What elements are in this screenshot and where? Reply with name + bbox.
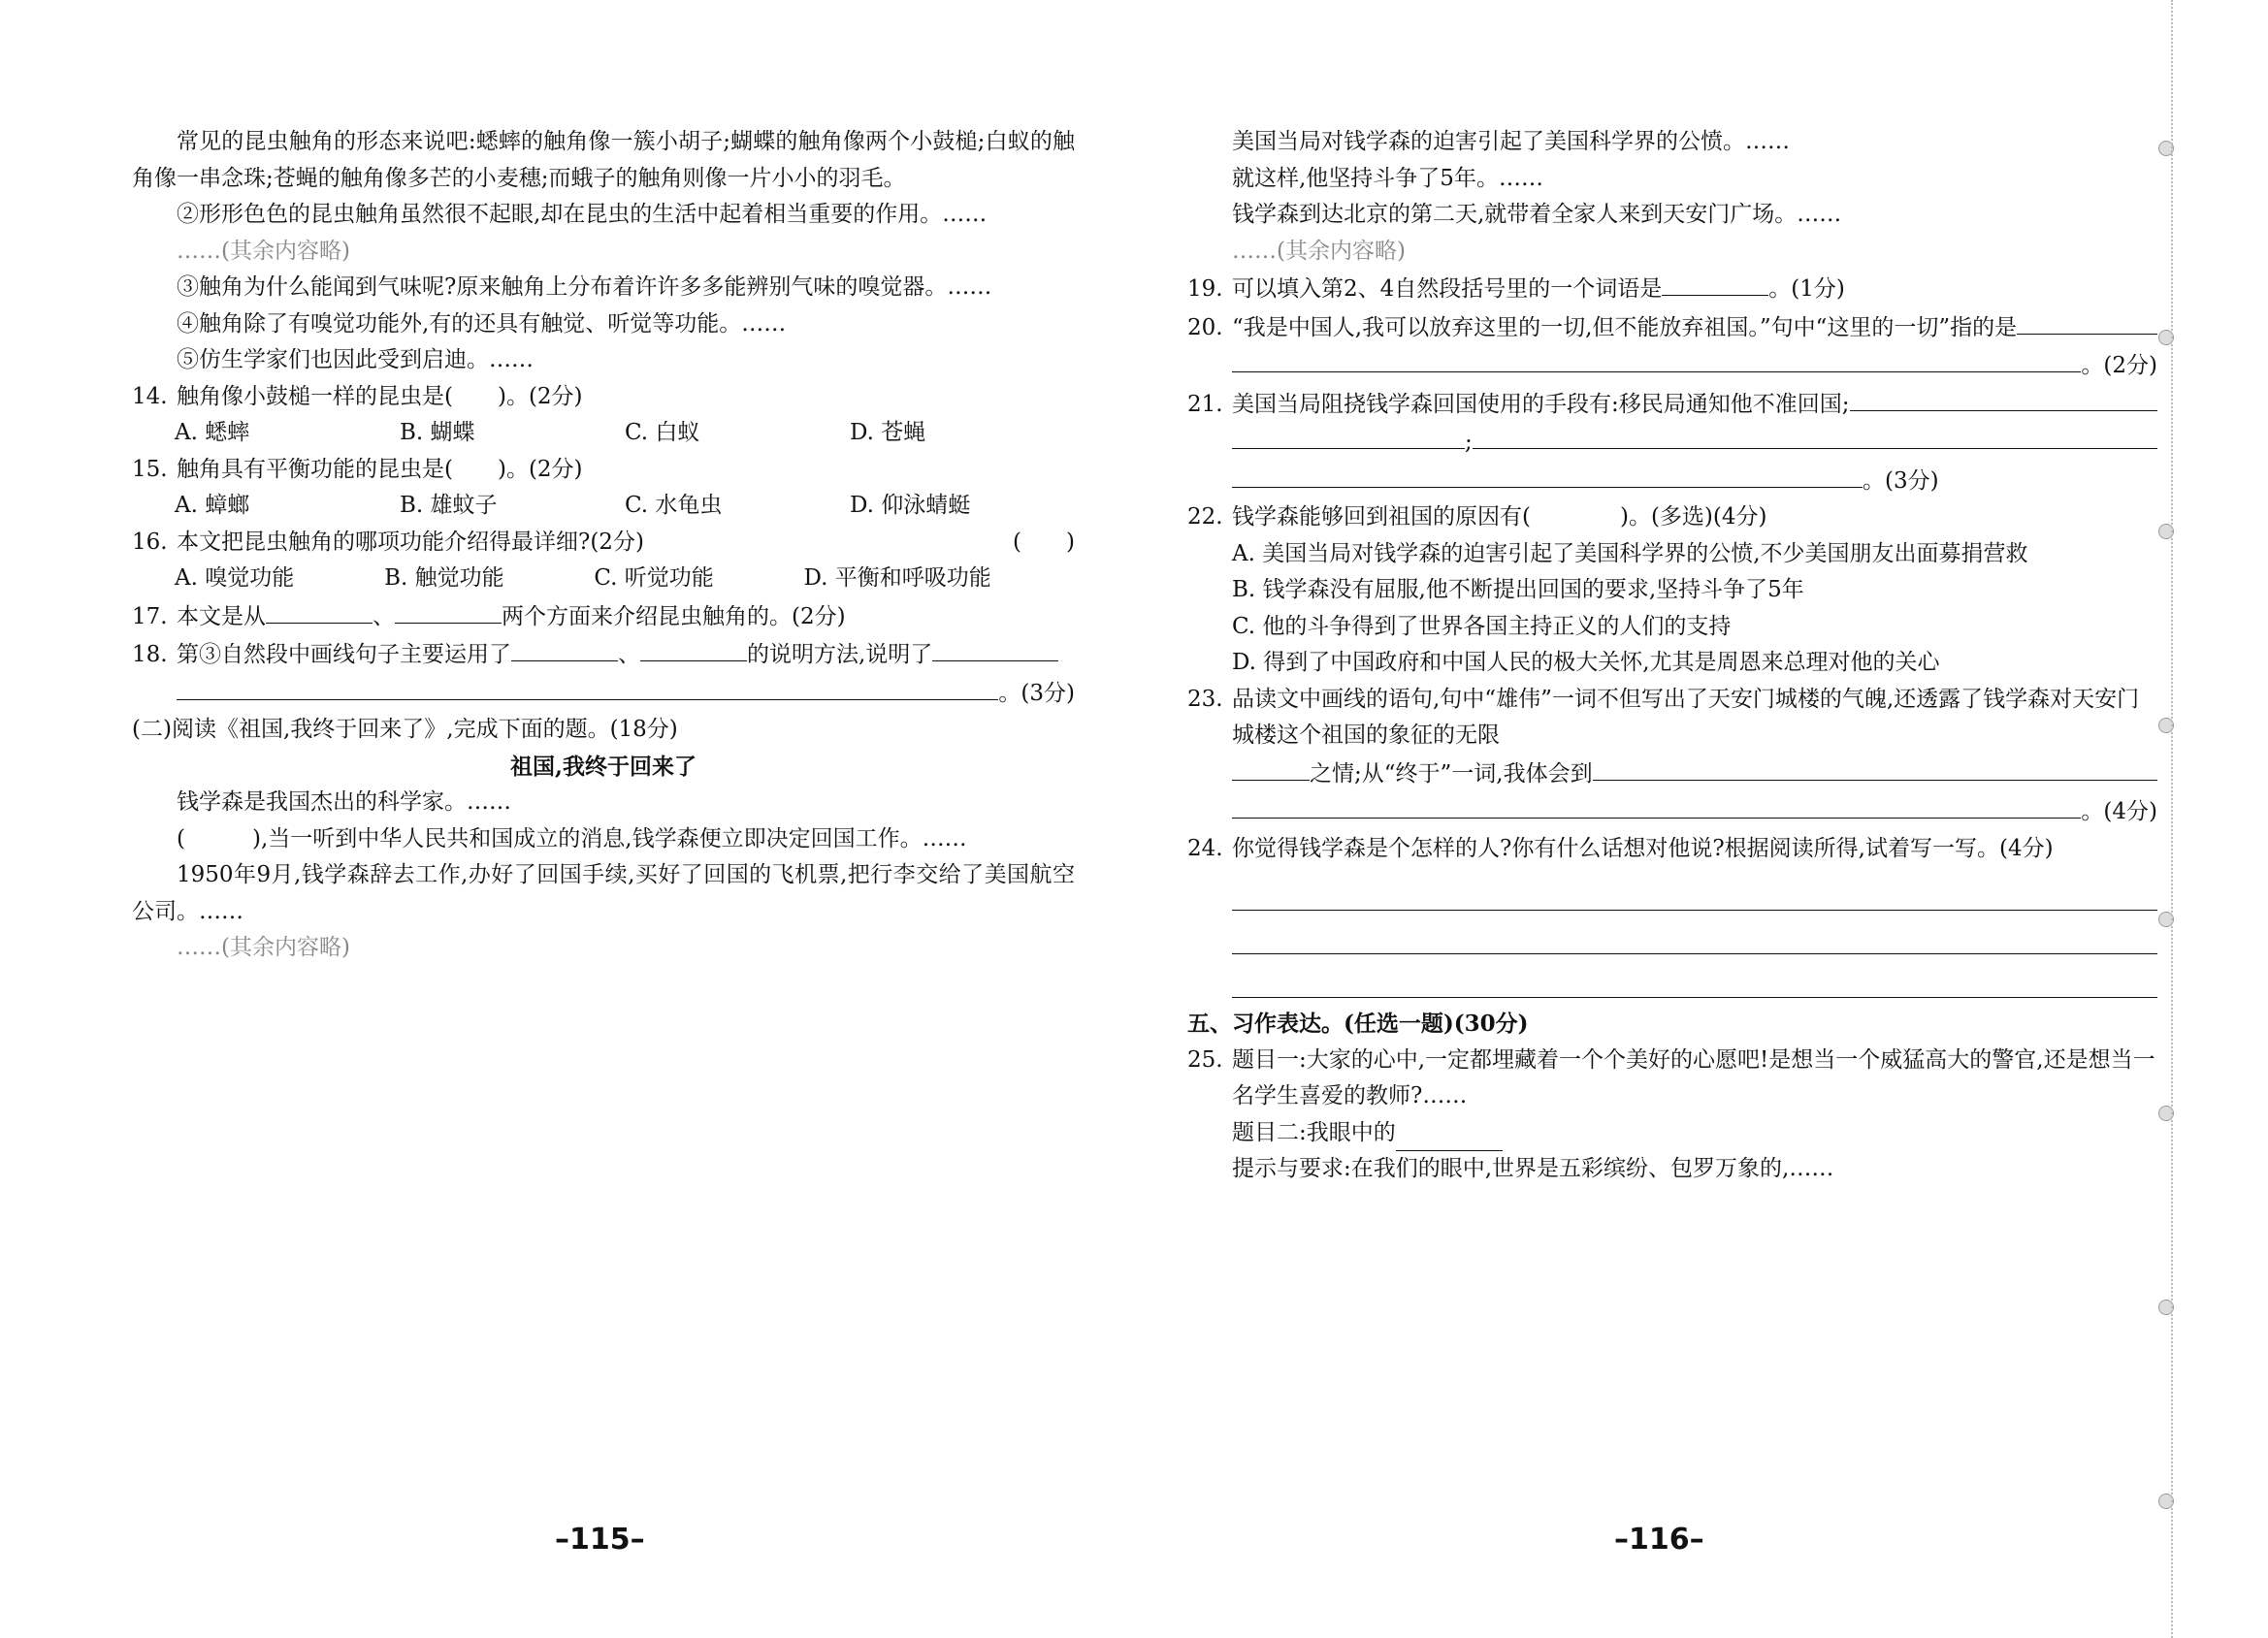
paragraph-2: ②形形色色的昆虫触角虽然很不起眼,却在昆虫的生活中起着相当重要的作用。…… <box>177 202 988 227</box>
paragraph-f: 钱学森到达北京的第二天,就带着全家人来到天安门广场。…… <box>1232 202 1842 227</box>
paragraph-c: 1950年9月,钱学森辞去工作,办好了回国手续,买好了回国的飞机票,把行李交给了美国航空公司。…… <box>132 862 1075 924</box>
paragraph-e: 就这样,他坚持斗争了5年。…… <box>1232 165 1543 191</box>
omitted-note: ……(其余内容略) <box>1232 238 1406 264</box>
question-23 <box>1187 682 2157 755</box>
writing-requirements: 提示与要求:在我们的眼中,世界是五彩缤纷、包罗万象的,…… <box>1232 1156 1834 1181</box>
paragraph-b: ( ),当一听到中华人民共和国成立的消息,钱学森便立即决定回国工作。…… <box>177 825 967 851</box>
paragraph-4: ④触角除了有嗅觉功能外,有的还具有触觉、听觉等功能。…… <box>177 310 787 337</box>
answer-line[interactable] <box>1473 423 2157 449</box>
separator: ; <box>1465 430 1473 455</box>
question-20-line <box>1232 346 2157 385</box>
question-text: 题目一:大家的心中,一定都埋藏着一个个美好的心愿吧!是想当一个威猛高大的警官,还是想当一名学生喜爱的教师?…… <box>1232 1046 2155 1108</box>
answer-blank[interactable] <box>1850 385 2158 411</box>
question-22 <box>1187 499 2157 536</box>
question-text: 你觉得钱学森是个怎样的人?你有什么话想对他说?根据阅读所得,试着写一写。(4分) <box>1232 835 2054 861</box>
paragraph-a: 钱学森是我国杰出的科学家。…… <box>177 789 511 815</box>
score: 。(4分) <box>2081 799 2157 824</box>
option-c[interactable]: C. 水龟虫 <box>625 493 723 518</box>
question-21-line <box>1232 423 2157 462</box>
options-16 <box>132 561 1075 597</box>
answer-blank[interactable] <box>1593 755 2157 781</box>
option-a[interactable]: A. 嗅觉功能 <box>175 565 295 591</box>
answer-line[interactable] <box>1232 954 2157 998</box>
question-number: 14. <box>132 383 168 409</box>
score: 。(1分) <box>1768 276 1845 302</box>
answer-line[interactable] <box>1232 423 1465 449</box>
option-a[interactable]: A. 蟑螂 <box>175 493 250 518</box>
question-text: 之情;从“终于”一词,我体会到 <box>1310 760 1593 787</box>
left-column <box>132 124 1075 967</box>
score: 。(3分) <box>1863 467 1939 494</box>
option-c[interactable]: C. 白蚁 <box>625 420 700 445</box>
section-heading: 五、习作表达。(任选一题)(30分) <box>1187 1011 1529 1037</box>
question-text: “我是中国人,我可以放弃这里的一切,但不能放弃祖国。”句中“这里的一切”指的是 <box>1232 314 2018 340</box>
option-c[interactable]: C. 听觉功能 <box>594 565 714 591</box>
answer-blank[interactable] <box>511 635 618 661</box>
answer-line[interactable] <box>1232 911 2157 954</box>
option-a[interactable]: A. 美国当局对钱学森的迫害引起了美国科学界的公愤,不少美国朋友出面募捐营救 <box>1232 540 2028 566</box>
question-number: 16. <box>132 529 168 555</box>
question-text: 本文是从 <box>177 603 266 629</box>
question-text: 美国当局阻挠钱学森回国使用的手段有:移民局通知他不准回国; <box>1232 391 1850 417</box>
question-number: 18. <box>132 642 168 667</box>
question-number: 19. <box>1187 276 1223 302</box>
question-number: 15. <box>132 456 168 482</box>
option-d[interactable]: D. 苍蝇 <box>850 420 926 445</box>
option-b[interactable]: B. 触觉功能 <box>384 565 504 591</box>
question-18 <box>132 635 1075 674</box>
paragraph-5: ⑤仿生学家们也因此受到启迪。…… <box>177 347 534 372</box>
answer-blank[interactable] <box>1232 755 1310 781</box>
question-text: 、 <box>618 642 640 667</box>
options-14 <box>132 415 1075 452</box>
question-20 <box>1187 308 2157 347</box>
answer-line[interactable] <box>1232 867 2157 911</box>
question-number: 17. <box>132 603 168 629</box>
question-number: 21. <box>1187 391 1223 417</box>
option-d[interactable]: D. 仰泳蜻蜓 <box>850 493 971 518</box>
question-16 <box>132 525 1075 562</box>
option-a[interactable]: A. 蟋蟀 <box>175 420 250 445</box>
score: 。(2分) <box>2081 353 2157 378</box>
page-number: –115– <box>555 1523 645 1557</box>
answer-line[interactable] <box>1232 462 1863 488</box>
question-number: 25. <box>1187 1046 1223 1073</box>
question-text: 触角像小鼓槌一样的昆虫是( )。(2分) <box>177 383 583 409</box>
question-text: 第③自然段中画线句子主要运用了 <box>177 642 511 667</box>
answer-blank[interactable] <box>640 635 747 661</box>
omitted-note: ……(其余内容略) <box>177 238 350 264</box>
question-text: 两个方面来介绍昆虫触角的。(2分) <box>502 603 846 629</box>
question-text: 题目二:我眼中的 <box>1232 1119 1396 1145</box>
question-number: 23. <box>1187 686 1223 712</box>
answer-parentheses[interactable]: ( ) <box>1013 529 1075 555</box>
question-21 <box>1187 385 2157 424</box>
question-text: 品读文中画线的语句,句中“雄伟”一词不但写出了天安门城楼的气魄,还透露了钱学森对天安门城楼这个祖国的象征的无限 <box>1232 686 2140 748</box>
question-text: 的说明方法,说明了 <box>747 642 933 667</box>
question-14 <box>132 379 1075 416</box>
option-b[interactable]: B. 钱学森没有屈服,他不断提出回国的要求,坚持斗争了5年 <box>1232 577 1804 602</box>
question-23-line <box>1232 755 2157 793</box>
question-25-topic-2 <box>1232 1115 2157 1152</box>
option-b[interactable]: B. 雄蚊子 <box>400 493 498 518</box>
score: 。(3分) <box>998 680 1075 706</box>
answer-blank[interactable] <box>2017 308 2157 335</box>
question-19 <box>1187 270 2157 308</box>
options-15 <box>132 488 1075 525</box>
paragraph-d: 美国当局对钱学森的迫害引起了美国科学界的公愤。…… <box>1232 129 1790 154</box>
question-number: 20. <box>1187 314 1223 340</box>
answer-line[interactable] <box>1232 792 2081 819</box>
section-heading: (二)阅读《祖国,我终于回来了》,完成下面的题。(18分) <box>132 717 678 742</box>
question-25 <box>1187 1043 2157 1115</box>
answer-blank[interactable] <box>395 597 502 624</box>
question-18-line <box>177 674 1075 713</box>
question-21-line <box>1232 462 2157 500</box>
answer-blank[interactable] <box>1662 270 1768 296</box>
question-15 <box>132 452 1075 489</box>
question-text: 可以填入第2、4自然段括号里的一个词语是 <box>1232 276 1663 302</box>
option-c[interactable]: C. 他的斗争得到了世界各国主持正义的人们的支持 <box>1232 613 1732 639</box>
option-d[interactable]: D. 得到了中国政府和中国人民的极大关怀,尤其是周恩来总理对他的关心 <box>1232 650 1940 675</box>
cut-line <box>2171 0 2173 1638</box>
answer-blank[interactable] <box>1396 1125 1503 1151</box>
page-number: –116– <box>1614 1523 1704 1557</box>
question-23-line <box>1232 792 2157 831</box>
question-24 <box>1187 831 2157 868</box>
omitted-note: ……(其余内容略) <box>177 935 350 960</box>
paragraph-3: ③触角为什么能闻到气味呢?原来触角上分布着许许多多能辨别气味的嗅觉器。…… <box>177 274 992 300</box>
answer-line[interactable] <box>1232 346 2081 372</box>
passage-title: 祖国,我终于回来了 <box>509 753 697 780</box>
page-116 <box>1134 0 2268 1638</box>
answer-blank[interactable] <box>266 597 373 624</box>
answer-blank[interactable] <box>932 635 1058 661</box>
paragraph-intro: 常见的昆虫触角的形态来说吧:蟋蟀的触角像一簇小胡子;蝴蝶的触角像两个小鼓槌;白蚁的触角像一串念珠;苍蝇的触角像多芒的小麦穗;而蛾子的触角则像一片小小的羽毛。 <box>132 129 1075 191</box>
question-text: 触角具有平衡功能的昆虫是( )。(2分) <box>177 456 583 482</box>
option-d[interactable]: D. 平衡和呼吸功能 <box>803 565 991 591</box>
question-text: 本文把昆虫触角的哪项功能介绍得最详细?(2分) <box>177 529 644 555</box>
answer-line[interactable] <box>177 674 998 700</box>
right-column <box>1187 124 2157 1188</box>
question-text: 、 <box>373 603 395 629</box>
option-b[interactable]: B. 蝴蝶 <box>400 420 475 445</box>
question-number: 24. <box>1187 835 1223 861</box>
question-text: 钱学森能够回到祖国的原因有( )。(多选)(4分) <box>1232 504 1767 530</box>
question-number: 22. <box>1187 504 1223 530</box>
question-17 <box>132 597 1075 636</box>
